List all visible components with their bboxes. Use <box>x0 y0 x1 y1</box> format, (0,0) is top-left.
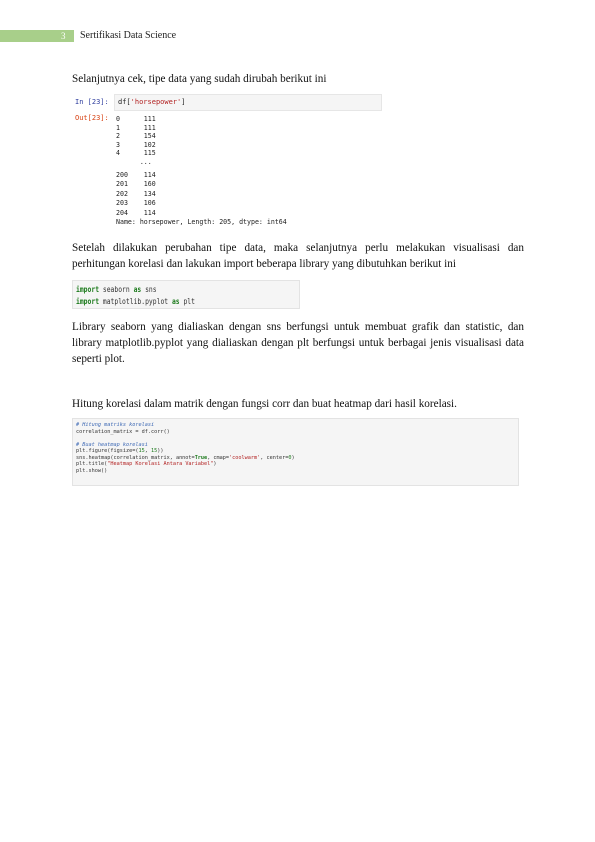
output-prompt: Out[23]: <box>75 114 109 122</box>
heatmap-code-cell[interactable] <box>72 418 519 486</box>
code-line: plt.figure(figsize=(15, 15)) <box>76 448 164 454</box>
output-line: 2 154 <box>116 132 156 141</box>
output-line: 200 114 <box>116 171 156 179</box>
code-line: correlation_matrix = df.corr() <box>76 428 170 435</box>
code-line: import matplotlib.pyplot as plt <box>76 297 195 306</box>
output-line: 202 134 <box>116 189 156 198</box>
output-line: 201 160 <box>116 180 156 188</box>
code-line: sns.heatmap(correlation_matrix, annot=True, cmap='coolwarm', center=0) <box>76 454 295 461</box>
output-line: 1 111 <box>116 123 156 132</box>
paragraph-library-explanation: Library seaborn yang dialiaskan dengan sns berfungsi untuk membuat grafik dan statistic, dan library matplotlib.pyplot yang dialiaskan dengan plt berfungsi untuk berbagai jenis visualisasi data seperti plot. <box>72 321 524 365</box>
paragraph-visualization-intro: Setelah dilakukan perubahan tipe data, maka selanjutnya perlu melakukan visualisasi dan perhitungan korelasi dan lakukan import beberapa library yang dibutuhkan berikut ini <box>72 242 524 270</box>
output-line: 204 114 <box>116 208 156 217</box>
output-line: Name: horsepower, Length: 205, dtype: int64 <box>116 218 287 226</box>
code-line: import seaborn as sns <box>76 285 157 294</box>
paragraph-correlation-intro: Hitung korelasi dalam matrik dengan fungsi corr dan buat heatmap dari hasil korelasi. <box>72 398 457 410</box>
code-input-box[interactable] <box>114 94 382 111</box>
code-line: plt.show() <box>76 467 108 474</box>
output-line: 203 106 <box>116 199 156 207</box>
page-number: 3 <box>61 31 66 41</box>
output-line: 3 102 <box>116 140 156 149</box>
code-comment: # Buat heatmap korelasi <box>76 441 148 448</box>
notebook-input-cell <box>72 94 382 111</box>
code-line: plt.title("Heatmap Korelasi Antara Variabel") <box>76 461 217 467</box>
header-title: Sertifikasi Data Science <box>80 30 177 41</box>
output-line: 4 115 <box>116 149 156 158</box>
output-line: ... <box>116 158 152 166</box>
output-line: 0 111 <box>116 115 156 123</box>
code-line: df['horsepower'] <box>118 98 186 106</box>
import-code-cell[interactable] <box>72 280 300 309</box>
code-comment: # Hitung matriks korelasi <box>76 422 155 428</box>
input-prompt: In [23]: <box>75 98 109 106</box>
paragraph-check-dtype: Selanjutnya cek, tipe data yang sudah dirubah berikut ini <box>72 73 327 85</box>
